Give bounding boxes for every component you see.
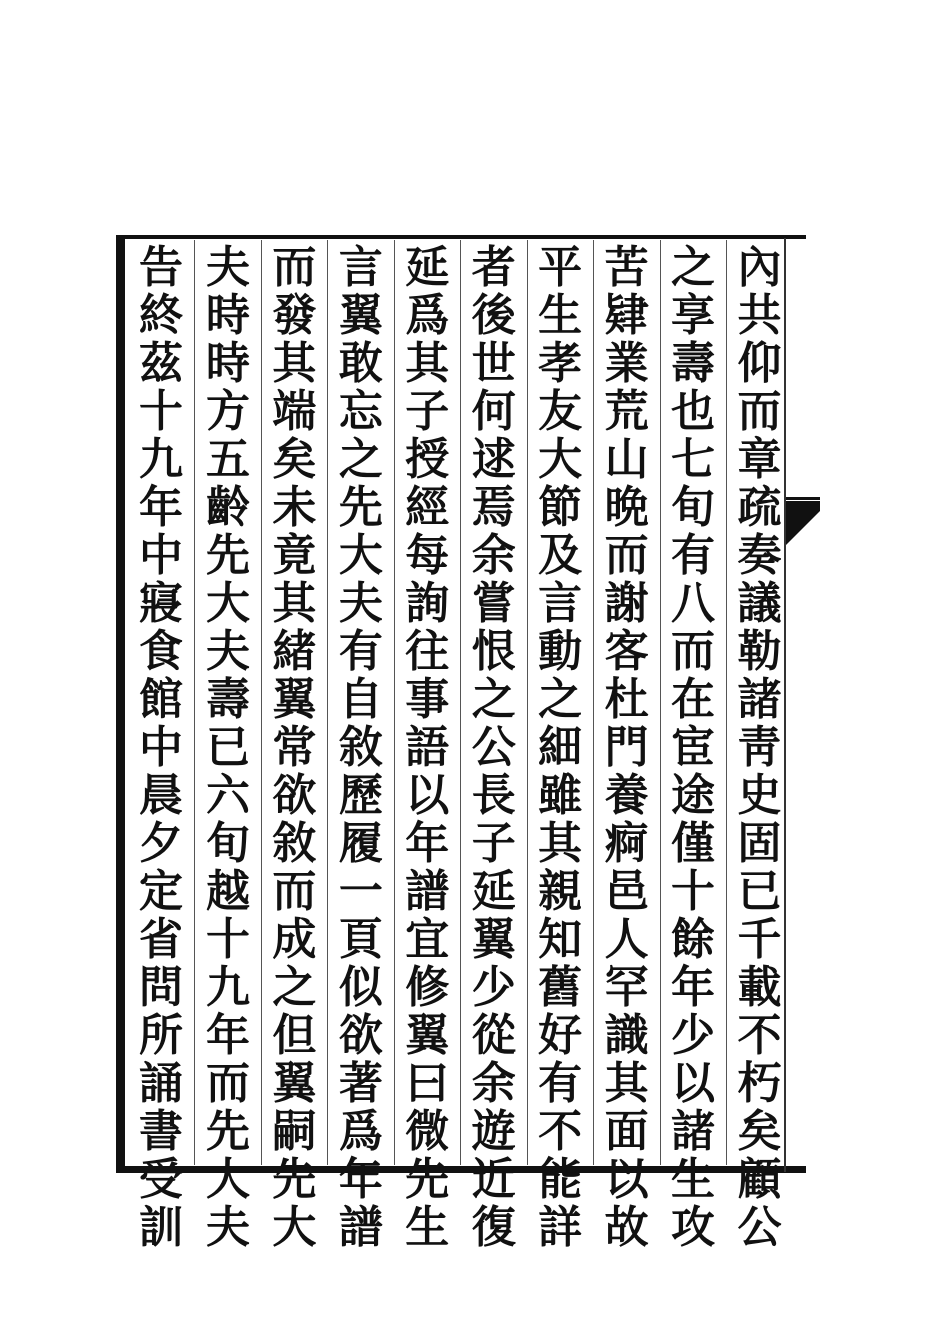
character: 識: [604, 1010, 649, 1061]
text-column: [527, 240, 593, 1253]
character: 其: [272, 338, 317, 389]
character: 以: [405, 770, 450, 821]
character: 敘: [338, 722, 383, 773]
character: 先: [205, 1106, 250, 1157]
character: 越: [205, 866, 250, 917]
character: 矣: [272, 434, 317, 485]
character: 門: [604, 722, 649, 773]
character: 史: [737, 770, 782, 821]
character: 少: [471, 962, 516, 1013]
text-column: [194, 240, 260, 1253]
character: 子: [405, 386, 450, 437]
character: 其: [405, 338, 450, 389]
character: 有: [538, 1058, 583, 1109]
character: 而: [272, 242, 317, 293]
character: 好: [538, 1010, 583, 1061]
character: 事: [405, 674, 450, 725]
character: 謝: [604, 578, 649, 629]
character: 欲: [338, 1010, 383, 1061]
character: 長: [471, 770, 516, 821]
character: 曰: [405, 1058, 450, 1109]
character: 知: [538, 914, 583, 965]
character: 書: [139, 1106, 183, 1157]
character: 載: [737, 962, 782, 1013]
character: 而: [205, 1058, 250, 1109]
character: 夫: [205, 1202, 250, 1253]
character: 痾: [604, 818, 649, 869]
character: 餘: [671, 914, 715, 965]
character: 公: [471, 722, 516, 773]
character: 余: [471, 1058, 516, 1109]
character: 年: [338, 1154, 383, 1205]
character: 晨: [139, 770, 183, 821]
character: 夫: [205, 242, 250, 293]
character: 復: [471, 1202, 516, 1253]
character: 夕: [139, 818, 183, 869]
character: 履: [338, 818, 383, 869]
text-column: [394, 240, 460, 1253]
character: 常: [272, 722, 317, 773]
character: 十: [205, 914, 250, 965]
character: 語: [405, 722, 450, 773]
text-column: [660, 240, 726, 1253]
character: 夫: [205, 626, 250, 677]
character: 告: [139, 242, 183, 293]
character: 以: [604, 1154, 649, 1205]
character: 矣: [737, 1106, 782, 1157]
text-columns: [128, 240, 792, 1253]
character: 能: [538, 1154, 583, 1205]
character: 內: [737, 242, 782, 293]
character: 荒: [604, 386, 649, 437]
character: 何: [471, 386, 516, 437]
character: 及: [538, 530, 583, 581]
text-column: [327, 240, 393, 1253]
character: 大: [205, 578, 250, 629]
character: 修: [405, 962, 450, 1013]
character: 其: [272, 578, 317, 629]
character: 翼: [272, 674, 317, 725]
character: 客: [604, 626, 649, 677]
character: 時: [205, 290, 250, 341]
character: 友: [538, 386, 583, 437]
character: 成: [272, 914, 317, 965]
character: 頁: [338, 914, 383, 965]
character: 從: [471, 1010, 516, 1061]
character: 但: [272, 1010, 317, 1061]
character: 壽: [671, 338, 715, 389]
character: 先: [272, 1154, 317, 1205]
character: 享: [671, 290, 715, 341]
character: 忘: [338, 386, 383, 437]
character: 先: [338, 482, 383, 533]
character: 敘: [272, 818, 317, 869]
character: 自: [338, 674, 383, 725]
character: 諸: [737, 674, 782, 725]
character: 譜: [405, 866, 450, 917]
character: 罕: [604, 962, 649, 1013]
character: 翼: [272, 1058, 317, 1109]
character: 遊: [471, 1106, 516, 1157]
character: 苦: [604, 242, 649, 293]
character: 言: [538, 578, 583, 629]
character: 中: [139, 530, 183, 581]
character: 經: [405, 482, 450, 533]
character: 余: [471, 530, 516, 581]
character: 歷: [338, 770, 383, 821]
character: 一: [338, 866, 383, 917]
character: 而: [604, 530, 649, 581]
character: 業: [604, 338, 649, 389]
character: 生: [671, 1154, 715, 1205]
character: 訓: [139, 1202, 183, 1253]
character: 顧: [737, 1154, 782, 1205]
character: 翼: [338, 290, 383, 341]
character: 言: [338, 242, 383, 293]
character: 九: [205, 962, 250, 1013]
character: 在: [671, 674, 715, 725]
character: 往: [405, 626, 450, 677]
character: 養: [604, 770, 649, 821]
character: 嗣: [272, 1106, 317, 1157]
character: 翼: [405, 1010, 450, 1061]
character: 仰: [737, 338, 782, 389]
character: 館: [139, 674, 183, 725]
character: 先: [405, 1154, 450, 1205]
character: 固: [737, 818, 782, 869]
character: 端: [272, 386, 317, 437]
character: 有: [671, 530, 715, 581]
character: 宜: [405, 914, 450, 965]
character: 恨: [471, 626, 516, 677]
character: 故: [604, 1202, 649, 1253]
character: 敢: [338, 338, 383, 389]
character: 章: [737, 434, 782, 485]
character: 緒: [272, 626, 317, 677]
character: 共: [737, 290, 782, 341]
character: 以: [671, 1058, 715, 1109]
character: 議: [737, 578, 782, 629]
character: 齡: [205, 482, 250, 533]
character: 茲: [139, 338, 183, 389]
character: 詢: [405, 578, 450, 629]
character: 延: [471, 866, 516, 917]
character: 公: [737, 1202, 782, 1253]
character: 大: [538, 434, 583, 485]
character: 雖: [538, 770, 583, 821]
character: 壽: [205, 674, 250, 725]
character: 親: [538, 866, 583, 917]
character: 發: [272, 290, 317, 341]
character: 而: [272, 866, 317, 917]
character: 已: [737, 866, 782, 917]
character: 著: [338, 1058, 383, 1109]
character: 受: [139, 1154, 183, 1205]
character: 食: [139, 626, 183, 677]
character: 大: [272, 1202, 317, 1253]
character: 而: [671, 626, 715, 677]
character: 誦: [139, 1058, 183, 1109]
character: 夫: [338, 578, 383, 629]
character: 肄: [604, 290, 649, 341]
character: 旬: [671, 482, 715, 533]
character: 焉: [471, 482, 516, 533]
character: 之: [538, 674, 583, 725]
character: 之: [671, 242, 715, 293]
character: 之: [338, 434, 383, 485]
character: 先: [205, 530, 250, 581]
character: 年: [405, 818, 450, 869]
text-column: [593, 240, 659, 1253]
character: 子: [471, 818, 516, 869]
character: 靑: [737, 722, 782, 773]
character: 翼: [471, 914, 516, 965]
character: 十: [671, 866, 715, 917]
character: 其: [604, 1058, 649, 1109]
character: 五: [205, 434, 250, 485]
character: 七: [671, 434, 715, 485]
character: 嘗: [471, 578, 516, 629]
character: 爲: [405, 290, 450, 341]
character: 有: [338, 626, 383, 677]
character: 其: [538, 818, 583, 869]
character: 動: [538, 626, 583, 677]
character: 每: [405, 530, 450, 581]
character: 世: [471, 338, 516, 389]
character: 人: [604, 914, 649, 965]
character: 年: [205, 1010, 250, 1061]
character: 少: [671, 1010, 715, 1061]
character: 六: [205, 770, 250, 821]
character: 已: [205, 722, 250, 773]
character: 不: [538, 1106, 583, 1157]
character: 者: [471, 242, 516, 293]
character: 寢: [139, 578, 183, 629]
character: 生: [538, 290, 583, 341]
character: 大: [205, 1154, 250, 1205]
character: 定: [139, 866, 183, 917]
character: 方: [205, 386, 250, 437]
character: 九: [139, 434, 183, 485]
character: 微: [405, 1106, 450, 1157]
character: 晩: [604, 482, 649, 533]
character: 朽: [737, 1058, 782, 1109]
character: 逑: [471, 434, 516, 485]
text-column: [261, 240, 327, 1253]
character: 杜: [604, 674, 649, 725]
text-column: [460, 240, 526, 1253]
character: 宦: [671, 722, 715, 773]
character: 之: [272, 962, 317, 1013]
character: 大: [338, 530, 383, 581]
character: 孝: [538, 338, 583, 389]
character: 授: [405, 434, 450, 485]
text-column: [128, 240, 194, 1253]
character: 中: [139, 722, 183, 773]
character: 後: [471, 290, 516, 341]
character: 生: [405, 1202, 450, 1253]
character: 年: [139, 482, 183, 533]
character: 山: [604, 434, 649, 485]
character: 終: [139, 290, 183, 341]
text-column: [726, 240, 792, 1253]
character: 所: [139, 1010, 183, 1061]
character: 不: [737, 1010, 782, 1061]
character: 疏: [737, 482, 782, 533]
character: 攻: [671, 1202, 715, 1253]
character: 竟: [272, 530, 317, 581]
character: 爲: [338, 1106, 383, 1157]
character: 旬: [205, 818, 250, 869]
character: 省: [139, 914, 183, 965]
character: 年: [671, 962, 715, 1013]
character: 途: [671, 770, 715, 821]
character: 八: [671, 578, 715, 629]
character: 節: [538, 482, 583, 533]
character: 面: [604, 1106, 649, 1157]
character: 而: [737, 386, 782, 437]
character: 僅: [671, 818, 715, 869]
character: 諸: [671, 1106, 715, 1157]
character: 譜: [338, 1202, 383, 1253]
character: 細: [538, 722, 583, 773]
character: 未: [272, 482, 317, 533]
character: 千: [737, 914, 782, 965]
character: 勒: [737, 626, 782, 677]
character: 時: [205, 338, 250, 389]
character: 之: [471, 674, 516, 725]
character: 似: [338, 962, 383, 1013]
character: 詳: [538, 1202, 583, 1253]
character: 邑: [604, 866, 649, 917]
character: 奏: [737, 530, 782, 581]
character: 平: [538, 242, 583, 293]
character: 問: [139, 962, 183, 1013]
character: 舊: [538, 962, 583, 1013]
character: 近: [471, 1154, 516, 1205]
character: 欲: [272, 770, 317, 821]
character: 十: [139, 386, 183, 437]
character: 延: [405, 242, 450, 293]
character: 也: [671, 386, 715, 437]
